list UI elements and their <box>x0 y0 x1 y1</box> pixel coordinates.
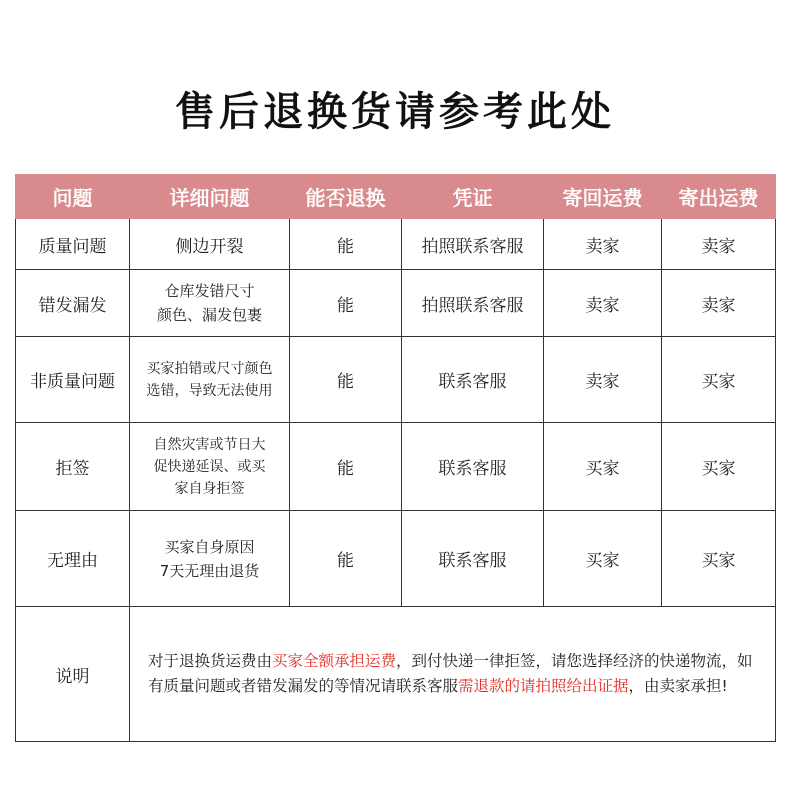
cell-return-fee: 卖家 <box>544 219 662 270</box>
note-highlight-refund: 需退款的请拍照给出证据 <box>458 677 629 695</box>
cell-returnable: 能 <box>290 219 402 270</box>
cell-returnable: 能 <box>290 270 402 337</box>
cell-send-fee: 卖家 <box>662 270 776 337</box>
note-text: 对于退换货运费由买家全额承担运费，到付快递一律拒签，请您选择经济的快递物流，如有质量问题或者错发漏发的等情况请联系客服需退款的请拍照给出证据，由卖家承担! <box>130 607 776 742</box>
table-row <box>16 270 776 337</box>
cell-proof: 联系客服 <box>402 337 544 423</box>
cell-returnable: 能 <box>290 337 402 423</box>
cell-proof: 拍照联系客服 <box>402 219 544 270</box>
cell-return-fee: 买家 <box>544 423 662 511</box>
header-issue: 问题 <box>16 175 130 219</box>
cell-detail: 仓库发错尺寸 颜色、漏发包裹 <box>130 270 290 337</box>
header-return-fee: 寄回运费 <box>544 175 662 219</box>
cell-send-fee: 卖家 <box>662 219 776 270</box>
cell-detail: 自然灾害或节日大 促快递延误、或买 家自身拒签 <box>130 423 290 511</box>
cell-issue: 无理由 <box>16 511 130 607</box>
header-detail: 详细问题 <box>130 175 290 219</box>
cell-returnable: 能 <box>290 423 402 511</box>
table-row <box>16 219 776 270</box>
page-title: 售后退换货请参考此处 <box>175 89 615 135</box>
cell-issue: 质量问题 <box>16 219 130 270</box>
after-sales-table <box>15 174 776 742</box>
table-row <box>16 337 776 423</box>
cell-proof: 联系客服 <box>402 423 544 511</box>
cell-issue: 非质量问题 <box>16 337 130 423</box>
cell-return-fee: 买家 <box>544 511 662 607</box>
note-highlight-fee: 买家全额承担运费 <box>272 652 397 670</box>
table-header-row <box>16 175 776 219</box>
cell-detail: 买家自身原因 7天无理由退货 <box>130 511 290 607</box>
cell-send-fee: 买家 <box>662 337 776 423</box>
header-send-fee: 寄出运费 <box>662 175 776 219</box>
table-row <box>16 423 776 511</box>
table-row <box>16 511 776 607</box>
cell-detail: 侧边开裂 <box>130 219 290 270</box>
header-proof: 凭证 <box>402 175 544 219</box>
cell-returnable: 能 <box>290 511 402 607</box>
cell-issue: 错发漏发 <box>16 270 130 337</box>
cell-send-fee: 买家 <box>662 423 776 511</box>
cell-send-fee: 买家 <box>662 511 776 607</box>
cell-proof: 拍照联系客服 <box>402 270 544 337</box>
note-label: 说明 <box>16 607 130 742</box>
header-returnable: 能否退换 <box>290 175 402 219</box>
cell-proof: 联系客服 <box>402 511 544 607</box>
cell-detail: 买家拍错或尺寸颜色 选错，导致无法使用 <box>130 337 290 423</box>
cell-issue: 拒签 <box>16 423 130 511</box>
note-row <box>16 607 776 742</box>
cell-return-fee: 卖家 <box>544 270 662 337</box>
cell-return-fee: 卖家 <box>544 337 662 423</box>
